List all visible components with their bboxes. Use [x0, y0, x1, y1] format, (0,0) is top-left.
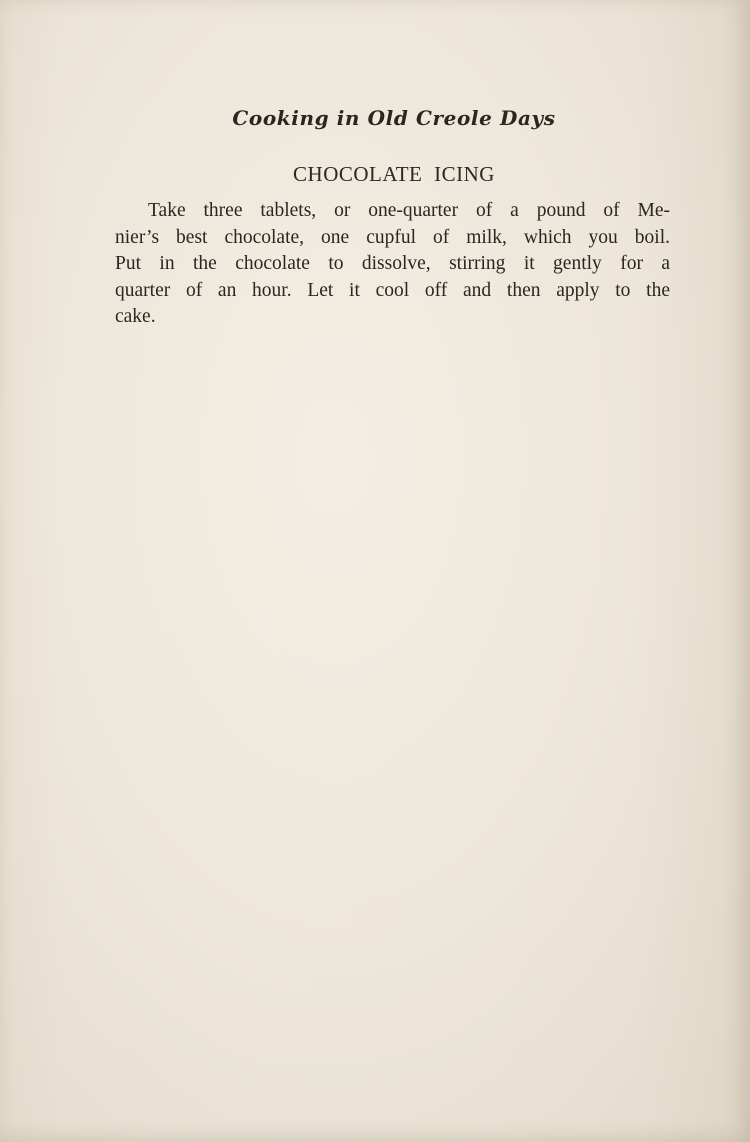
- body-line: cake.: [115, 306, 156, 327]
- body-line: quarter of an hour. Let it cool off and then apply to the: [115, 279, 670, 301]
- recipe-body: [115, 198, 670, 331]
- running-head: Cooking in Old Creole Days: [232, 106, 556, 130]
- body-line: nier’s best chocolate, one cupful of milk, which you boil.: [115, 226, 670, 248]
- body-line: Put in the chocolate to dissolve, stirring it gently for a: [115, 253, 670, 274]
- recipe-title: CHOCOLATE ICING: [293, 162, 495, 186]
- body-line: Take three tablets, or one-quarter of a pound of Me-: [148, 200, 670, 221]
